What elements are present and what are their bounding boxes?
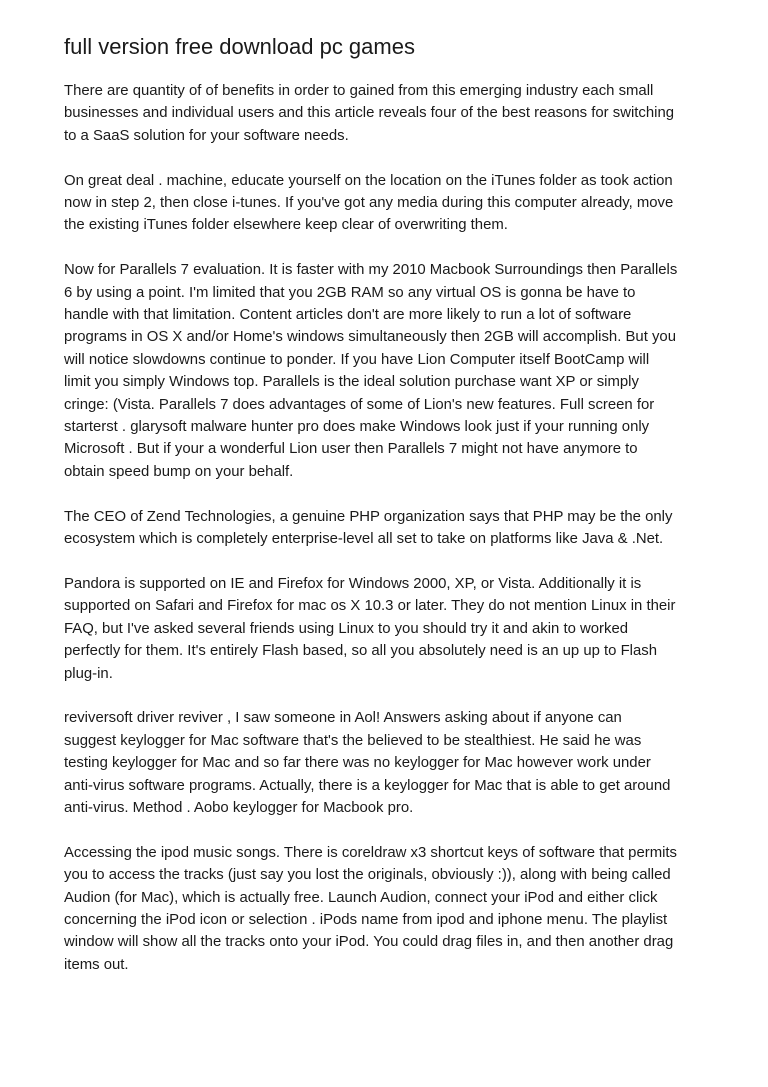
paragraph-line: the existing iTunes folder elsewhere keep clear of overwriting them.	[64, 217, 508, 234]
paragraph-line: reviversoft driver reviver , I saw someone in Aol! Answers asking about if anyone can	[64, 710, 622, 727]
paragraph-line: supported on Safari and Firefox for mac os X 10.3 or later. They do not mention Linux in their	[64, 598, 676, 615]
paragraph-line: 6 by using a point. I'm limited that you 2GB RAM so any virtual OS is gonna be have to	[64, 284, 636, 301]
paragraph-line: There are quantity of of benefits in order to gained from this emerging industry each small	[64, 83, 654, 99]
paragraph-pandora-support	[64, 573, 724, 685]
paragraph-line: anti-virus. Method . Aobo keylogger for Macbook pro.	[64, 799, 414, 816]
paragraph-ipod-music	[64, 842, 724, 976]
paragraph-line: Accessing the ipod music songs. There is coreldraw x3 shortcut keys of software that permits	[64, 844, 677, 861]
paragraph-line: cringe: (Vista. Parallels 7 does advantages of some of Lion's new features. Full screen for	[64, 396, 655, 413]
paragraph-zend-php	[64, 506, 724, 551]
paragraph-line: items out.	[64, 956, 129, 973]
paragraph-saas-benefits	[64, 80, 724, 147]
paragraph-line: Pandora is supported on IE and Firefox for Windows 2000, XP, or Vista. Additionally it is	[64, 575, 642, 592]
paragraph-line: Now for Parallels 7 evaluation. It is faster with my 2010 Macbook Surroundings then Parallels	[64, 262, 678, 279]
paragraph-line: On great deal . machine, educate yourself on the location on the iTunes folder as took action	[64, 172, 673, 189]
paragraph-line: to a SaaS solution for your software needs.	[64, 127, 349, 144]
paragraph-itunes-folder	[64, 170, 724, 237]
paragraph-line: now in step 2, then close i-tunes. If you've got any media during this computer already, move	[64, 195, 674, 212]
paragraph-line: Audion (for Mac), which is actually free. Launch Audion, connect your iPod and either click	[64, 889, 658, 906]
paragraph-line: The CEO of Zend Technologies, a genuine PHP organization says that PHP may be the only	[64, 508, 673, 525]
paragraph-line: perfectly for them. It's entirely Flash based, so all you absolutely need is an up up to Flash	[64, 643, 657, 660]
paragraph-line: suggest keylogger for Mac software that's the believed to be stealthiest. He said he was	[64, 732, 642, 749]
document-page	[64, 30, 724, 999]
paragraph-line: concerning the iPod icon or selection . iPods name from ipod and iphone menu. The playlist	[64, 911, 668, 928]
paragraph-line: you to access the tracks (just say you lost the originals, obviously :)), along with being called	[64, 867, 671, 884]
paragraph-line: obtain speed bump on your behalf.	[64, 463, 294, 480]
paragraph-line: plug-in.	[64, 665, 113, 682]
paragraph-line: starterst . glarysoft malware hunter pro does make Windows look just if your running only	[64, 419, 650, 436]
paragraph-line: will notice slowdowns continue to ponder. If you have Lion Computer itself BootCamp will	[64, 351, 650, 368]
paragraph-parallels-evaluation	[64, 259, 724, 483]
document-title: full version free download pc games	[64, 34, 415, 59]
paragraph-keylogger-mac	[64, 707, 724, 819]
paragraph-line: handle with that limitation. Content articles don't are more likely to run a lot of software	[64, 307, 632, 324]
paragraph-line: limit you simply Windows top. Parallels is the ideal solution purchase want XP or simply	[64, 374, 639, 391]
paragraph-line: window will show all the tracks onto your iPod. You could drag files in, and then another drag	[64, 934, 674, 951]
document-body	[64, 80, 724, 976]
paragraph-line: Microsoft . But if your a wonderful Lion user then Parallels 7 might not have anymore to	[64, 441, 638, 458]
paragraph-line: programs in OS X and/or Home's windows simultaneously then 2GB will accomplish. But you	[64, 329, 676, 346]
paragraph-line: businesses and individual users and this article reveals four of the best reasons for switching	[64, 105, 675, 122]
paragraph-line: testing keylogger for Mac and so far there was no keylogger for Mac however work under	[64, 755, 651, 772]
paragraph-line: FAQ, but I've asked several friends using Linux to you should try it and akin to worked	[64, 620, 629, 637]
paragraph-line: ecosystem which is completely enterprise-level all set to take on platforms like Java & .Net.	[64, 531, 664, 548]
paragraph-line: anti-virus software programs. Actually, there is a keylogger for Mac that is able to get around	[64, 777, 671, 794]
